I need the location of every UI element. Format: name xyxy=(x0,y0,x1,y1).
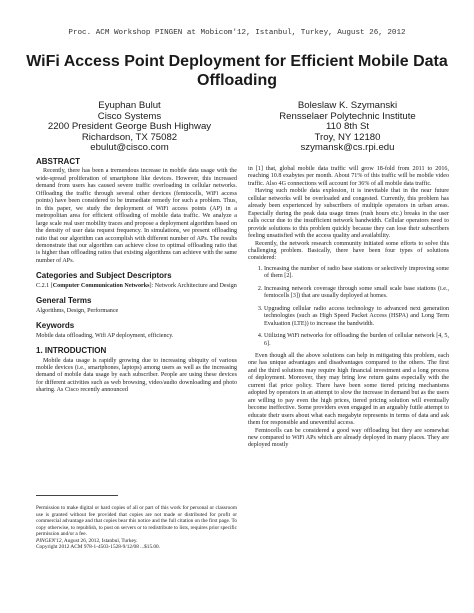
permission-text: Permission to make digital or hard copies of all or part of this work for personal or classroom use is granted without fee provided that copies are not made or distributed for profit or commercial advantage and that copies bear this notice and the full citation on the first page. To copy otherwise, to republish, to post on servers or to redistribute to lists, requires prior specific permission and/or a fee. xyxy=(36,505,237,538)
list-item: 4. Utilizing WiFi networks for offloading the burden of cellular network [4, 5, 6]. xyxy=(264,333,449,348)
abstract-heading: ABSTRACT xyxy=(36,157,80,166)
general-terms-heading: General Terms xyxy=(36,296,92,306)
author-name: Eyuphan Bulut xyxy=(98,100,161,111)
proceedings-header: Proc. ACM Workshop PINGEN at Mobicom'12, Istanbul, Turkey, August 26, 2012 xyxy=(68,29,406,37)
author-block-1 xyxy=(22,101,237,154)
author-name: Boleslaw K. Szymanski xyxy=(297,100,398,111)
body-paragraph: Even though all the above solutions can help in mitigating this problem, each one has unique advantages and disadvantages compared to the others. The first and the third solutions may require high financial investment and a long process of deployment. Moreover, they may bring low return gains especially with the current flat price policy. There have been some tiered pricing mechanisms adopted by operators in an attempt to slow the increase in demand but as the users are willing to pay even the high prices, tiered pricing solution will eventually become ineffective. Some providers even engaged in an arguably futile attempt to educate their users about what each megabyte represents in terms of data and ask them for responsible and uneventful access. xyxy=(248,352,449,427)
author-city: Richardson, TX 75082 xyxy=(81,131,178,143)
author-org: Rensselaer Polytechnic Institute xyxy=(279,110,416,122)
right-column xyxy=(248,166,449,450)
body-paragraph: in [1] that, global mobile data traffic will grow 18-fold from 2011 to 2016, reaching 10.8 exabytes per month. About 71% of this traffic will be mobile video traffic. Also 4G connections will account for 36% of all mobile data traffic. xyxy=(248,166,449,187)
left-column xyxy=(36,158,237,395)
author-street: 2200 President George Bush Highway xyxy=(47,121,212,133)
author-email: ebulut@cisco.com xyxy=(90,142,169,154)
author-org: Cisco Systems xyxy=(97,110,162,122)
introduction-heading: 1. INTRODUCTION xyxy=(36,346,107,356)
general-terms-text: Algorithms, Design, Performance xyxy=(36,307,119,314)
venue-line: PINGEN'12, August 26, 2012, Istanbul, Turkey. xyxy=(36,537,138,544)
body-paragraph: Having such mobile data explosion, it is inevitable that in the near future cellular networks will be overloaded and congested. Currently, this problem has already been experienced by subscribers of multiple operators in urban areas. Especially during the peak data usage times (rush hours etc.) breaks in the user calls occur due to the insufficient network bandwidth. Cellular operators need to provide solutions to this problem quickly because they can lose their subscribers feeling unsatisfied with the access quality and availability. xyxy=(248,188,449,240)
keywords-text: Mobile data offloading, Wifi AP deployment, efficiency. xyxy=(36,332,174,339)
keywords-heading: Keywords xyxy=(36,321,75,331)
copyright-line: Copyright 2012 ACM 978-1-4503-1528-9/12/08 ...$15.00. xyxy=(36,544,161,551)
categories-text: C.2.1 [Computer Communication Networks]: Network Architecture and Design xyxy=(36,282,237,289)
body-paragraph: Recently, the network research community initiated some efforts to solve this challenging problem. Basically, there have been four types of solutions considered: xyxy=(248,240,449,262)
author-email: szymansk@cs.rpi.edu xyxy=(300,142,395,154)
categories-heading: Categories and Subject Descriptors xyxy=(36,271,172,281)
solution-list xyxy=(248,266,449,348)
author-street: 110 8th St xyxy=(325,121,370,133)
permission-footnote xyxy=(36,505,237,551)
paper-title: WiFi Access Point Deployment for Efficient Mobile Data Offloading xyxy=(26,53,448,89)
footnote-divider xyxy=(36,495,118,496)
list-item: 2. Increasing network coverage through some small scale base stations (i.e., femtocells [3]) that are usually deployed at homes. xyxy=(264,286,449,301)
list-item: 3. Upgrading cellular radio access technology to advanced next generation technologies (such as High Speed Packet Access (HSPA) and Long Term Evaluation (LTE)) to increase the bandwidth. xyxy=(264,306,449,328)
introduction-text: Mobile data usage is rapidly growing due to increasing ubiquity of various mobile devices (i.e., smartphones, laptops) among users as well as the increasing demand of mobile data usage by each subscriber. People are using these devices for different activities such as web browsing, video/audio downloading and photo sharing. As Cisco recently announced xyxy=(36,357,237,394)
author-block-2 xyxy=(240,101,455,154)
body-paragraph: Femtocells can be considered a good way offloading but they are somewhat new compared to WiFi APs which are already deployed in many places. They are deployed mostly xyxy=(248,427,449,449)
author-city: Troy, NY 12180 xyxy=(314,131,381,143)
abstract-text: Recently, there has been a tremendous increase in mobile data usage with the wide-spread proliferation of smartphone like devices. However, this increased demand from users has caused severe traffic overloading in cellular networks. Offloading the traffic through several other devices (femtocells, WiFi access points) have been considered to be immediate remedy for such a problem. Thus, in this paper, we study the deployment of WiFi access points (AP) in a metropolitan area for efficient offloading of mobile data traffic. We analyze a large scale real user mobility traces and propose a deployment algorithm based on the density of user data request frequency. In simulations, we present offloading ratio that our algorithm can accomplish with different number of APs. The results demonstrate that our algorithm can achieve close to optimal offloading ratio that is higher than offloading ratios that existing algorithms can achieve with the same number of APs. xyxy=(36,168,237,264)
list-item: 1. Increasing the number of radio base stations or selectively improving some of them [2]. xyxy=(264,266,449,281)
